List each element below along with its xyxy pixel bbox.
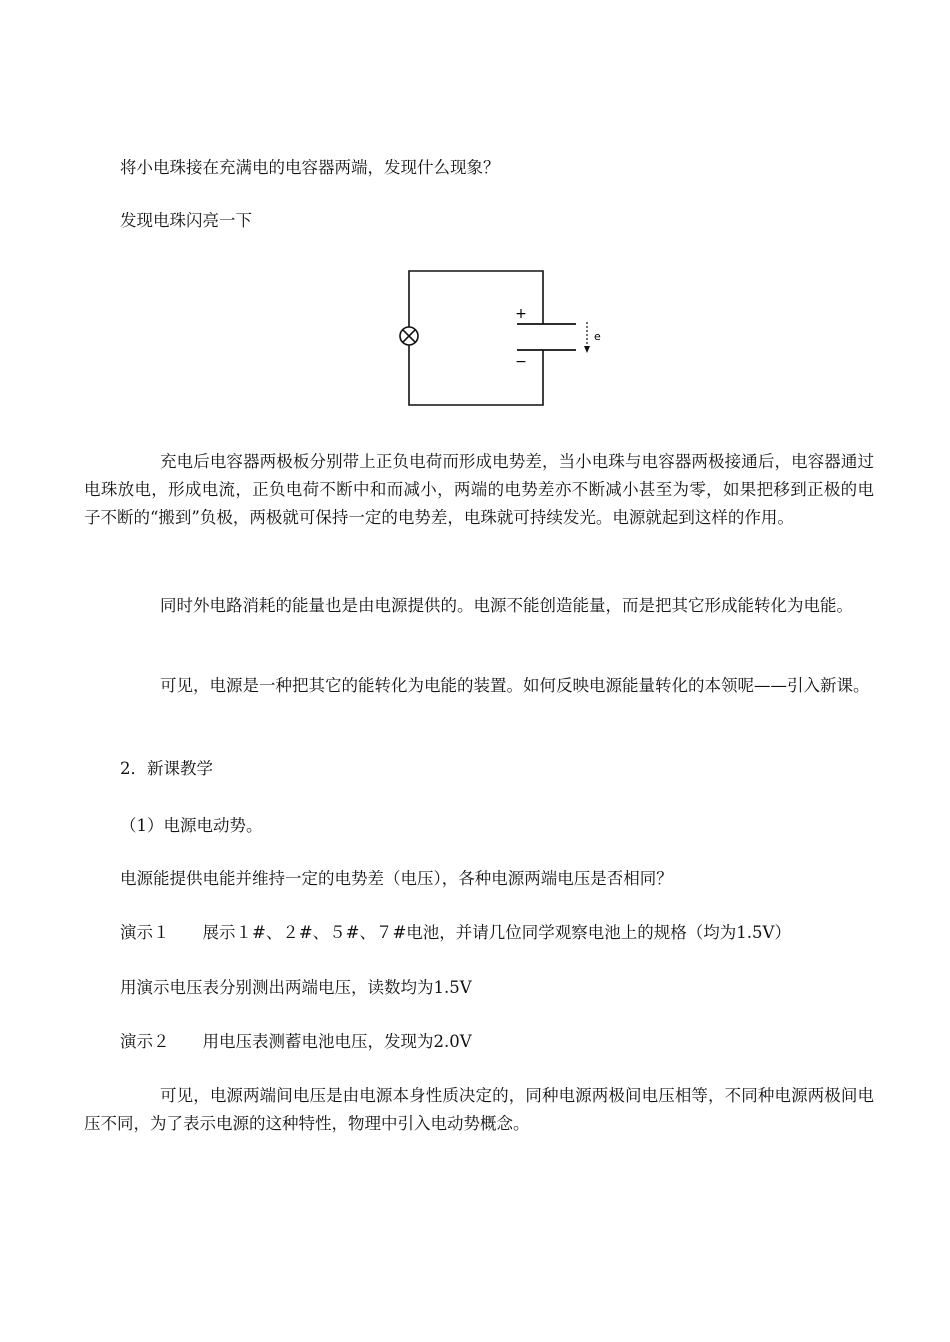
demo-1: 演示１ 展示１#、２#、５#、７#电池，并请几位同学观察电池上的规格（均为1.5V） <box>120 923 791 942</box>
question-line: 将小电珠接在充满电的电容器两端，发现什么现象？ <box>120 158 500 177</box>
emf-question: 电源能提供电能并维持一定的电势差（电压），各种电源两端电压是否相同？ <box>120 869 673 888</box>
paragraph-energy: 同时外电路消耗的能量也是由电源提供的。电源不能创造能量，而是把其它形成能转化为电能。 <box>160 596 853 615</box>
subsection-heading: （1）电源电动势。 <box>120 816 263 835</box>
field-arrow-head <box>584 346 590 353</box>
paragraph-conclusion: 可见，电源是一种把其它的能转化为电能的装置。如何反映电源能量转化的本领呢——引入新课。 <box>160 676 870 695</box>
capacitor-circuit-diagram <box>390 262 620 412</box>
demo-2: 演示２ 用电压表测蓄电池电压，发现为2.0V <box>120 1032 472 1051</box>
paragraph-emf-concept: 可见，电源两端间电压是由电源本身性质决定的，同种电源两极间电压相等，不同种电源两极间电压不同，为了表示电源的这种特性，物理中引入电动势概念。 <box>84 1086 874 1133</box>
answer-line: 发现电珠闪亮一下 <box>120 211 252 230</box>
paragraph-discharge: 充电后电容器两极板分别带上正负电荷而形成电势差，当小电珠与电容器两极接通后，电容器通过电珠放电，形成电流，正负电荷不断中和而减小，两端的电势差亦不断减小甚至为零，如果把移到正极的电子不断的“搬到”负极，两极就可保持一定的电势差，电珠就可持续发光。电源就起到这样的作用。 <box>84 452 874 527</box>
section-heading: 2．新课教学 <box>120 759 213 778</box>
field-label: e <box>594 330 601 343</box>
demo-1-result: 用演示电压表分别测出两端电压，读数均为1.5V <box>120 978 472 997</box>
minus-label: − <box>515 354 527 370</box>
plus-label: + <box>515 306 527 322</box>
